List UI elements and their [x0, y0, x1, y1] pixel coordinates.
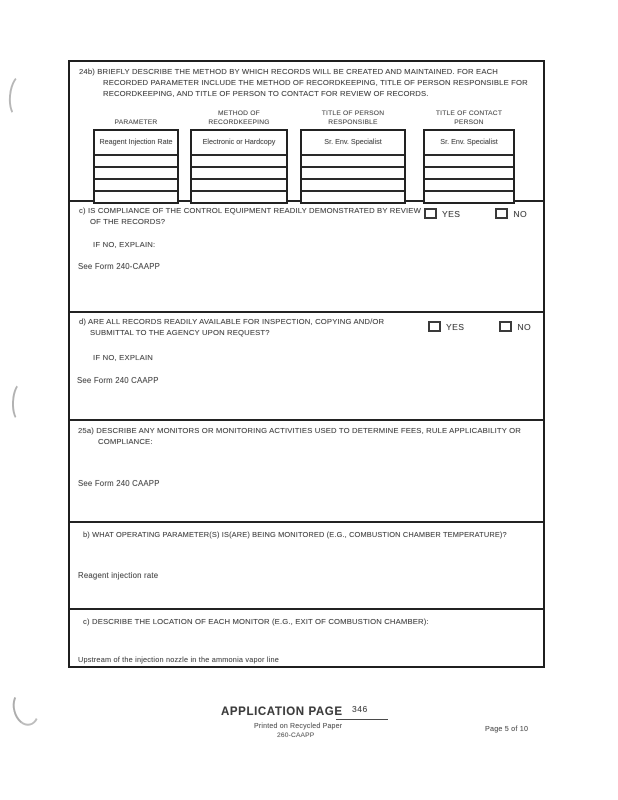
table-column-contact-person	[423, 100, 515, 204]
empty-cell	[192, 156, 286, 168]
scan-mark-bottom	[9, 687, 43, 728]
section-c-compliance-demonstrated	[70, 206, 543, 313]
empty-cell	[192, 180, 286, 192]
empty-cell	[302, 156, 404, 168]
empty-cell	[302, 168, 404, 180]
answer-text: See Form 240 CAAPP	[77, 376, 159, 385]
answer-text: See Form 240 CAAPP	[78, 479, 160, 488]
no-checkbox[interactable]	[499, 321, 512, 332]
answer-text: See Form 240-CAAPP	[78, 262, 161, 271]
no-checkbox[interactable]	[495, 208, 508, 219]
form-number: 260-CAAPP	[277, 732, 315, 739]
empty-cell	[95, 180, 177, 192]
section-d-records-available	[70, 317, 543, 421]
yes-checkbox[interactable]	[428, 321, 441, 332]
column-header-contact-person: TITLE OF CONTACT PERSON	[435, 110, 503, 126]
empty-cell	[95, 156, 177, 168]
empty-cell	[425, 168, 513, 180]
question-c2-text: c) DESCRIBE THE LOCATION OF EACH MONITOR (E.G., EXIT OF COMBUSTION CHAMBER):	[83, 617, 429, 626]
answer-text: Reagent injection rate	[78, 571, 159, 580]
empty-cell	[95, 192, 177, 202]
question-25a-text: 25a) DESCRIBE ANY MONITORS OR MONITORING ACTIVITIES USED TO DETERMINE FEES, RULE APPLICABILITY OR COMPLIANCE:	[78, 426, 522, 446]
if-no-explain-label: IF NO, EXPLAIN:	[93, 240, 156, 249]
no-label: NO	[517, 321, 532, 332]
printed-on-recycled-paper-note: Printed on Recycled Paper	[254, 723, 343, 730]
column-header-method: METHOD OF RECORDKEEPING	[208, 110, 270, 126]
method-value-cell: Electronic or Hardcopy	[192, 131, 286, 156]
section-c-monitor-location	[70, 617, 543, 698]
answer-text: Upstream of the injection nozzle in the ammonia vapor line	[78, 655, 280, 664]
application-form-page	[68, 60, 545, 668]
yes-checkbox[interactable]	[424, 208, 437, 219]
empty-cell	[192, 168, 286, 180]
yes-label: YES	[442, 208, 461, 219]
person-responsible-value-cell: Sr. Env. Specialist	[302, 131, 404, 156]
empty-cell	[425, 192, 513, 202]
empty-cell	[302, 180, 404, 192]
scan-mark-top	[7, 73, 33, 119]
page-indicator: Page 5 of 10	[485, 724, 529, 733]
table-column-method	[190, 100, 288, 204]
section-b-operating-parameters	[70, 530, 543, 610]
empty-cell	[95, 168, 177, 180]
yes-option	[428, 321, 464, 332]
empty-cell	[302, 192, 404, 202]
empty-cell	[425, 180, 513, 192]
parameter-value-cell: Reagent Injection Rate	[95, 131, 177, 156]
yes-label: YES	[446, 321, 465, 332]
scan-mark-middle	[11, 382, 31, 423]
contact-person-value-cell: Sr. Env. Specialist	[425, 131, 513, 156]
question-c-text: c) IS COMPLIANCE OF THE CONTROL EQUIPMENT READILY DEMONSTRATED BY REVIEW OF THE RECORDS?	[79, 206, 421, 226]
table-column-person-responsible	[300, 100, 406, 204]
yes-no-group	[424, 208, 527, 219]
application-page-number: 346	[352, 704, 368, 714]
no-option	[495, 208, 527, 219]
question-d-text: d) ARE ALL RECORDS READILY AVAILABLE FOR INSPECTION, COPYING AND/OR SUBMITTAL TO THE AGENCY UPON REQUEST?	[79, 317, 385, 337]
yes-option	[424, 208, 460, 219]
column-header-parameter: PARAMETER	[114, 118, 158, 126]
no-option	[499, 321, 531, 332]
section-24b-recordkeeping	[70, 67, 543, 202]
table-column-parameter	[93, 108, 179, 204]
no-label: NO	[513, 208, 528, 219]
question-24b-text: 24b) BRIEFLY DESCRIBE THE METHOD BY WHICH RECORDS WILL BE CREATED AND MAINTAINED. FOR EACH RECORDED PARAMETER INCLUDE THE METHOD OF RECORDKEEPING, TITLE OF PERSON RESPONSIBLE FOR RECORDKEEPING, AND TITLE OF PERSON TO CONTACT FOR REVIEW OF RECORDS.	[79, 67, 528, 98]
application-page-number-line	[336, 719, 388, 720]
question-b-text: b) WHAT OPERATING PARAMETER(S) IS(ARE) BEING MONITORED (E.G., COMBUSTION CHAMBER TEMPERATURE)?	[83, 530, 507, 539]
column-header-person-responsible: TITLE OF PERSON RESPONSIBLE	[321, 110, 385, 126]
application-page-label: APPLICATION PAGE	[221, 706, 343, 718]
section-25a-monitors	[70, 426, 543, 523]
empty-cell	[425, 156, 513, 168]
yes-no-group	[428, 321, 531, 332]
if-no-explain-label: IF NO, EXPLAIN	[93, 353, 154, 362]
empty-cell	[192, 192, 286, 202]
